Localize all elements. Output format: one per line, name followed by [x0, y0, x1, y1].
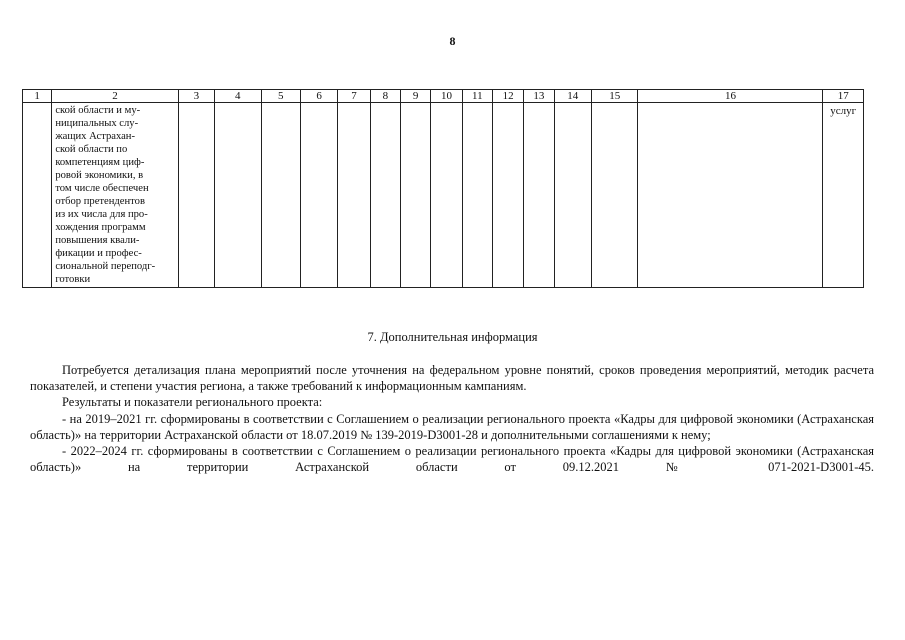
- table-cell: [178, 103, 214, 288]
- section-body: [30, 362, 874, 475]
- activity-description-cell: [52, 103, 178, 288]
- column-header: 16: [638, 90, 823, 103]
- page-number: 8: [449, 34, 456, 48]
- column-header: 2: [52, 90, 178, 103]
- cell-line: из их числа для про-: [55, 209, 148, 220]
- column-header: 15: [591, 90, 637, 103]
- column-header: 12: [492, 90, 523, 103]
- cell-line: хождения программ: [55, 222, 146, 233]
- table-cell: [23, 103, 52, 288]
- cell-line: повышения квали-: [55, 235, 140, 246]
- table-cell: [370, 103, 400, 288]
- cell-line: том числе обеспечен: [55, 183, 149, 194]
- cell-line: ниципальных слу-: [55, 118, 139, 129]
- paragraph: Потребуется детализация плана мероприятий после уточнения на федеральном уровне понятий, сроков проведения мероприятий, методик расчета показателей, и степени участия региона, а также требований к информационным кампаниям.: [30, 363, 874, 394]
- table-cell: [492, 103, 523, 288]
- column-header: 17: [823, 90, 864, 103]
- column-header: 10: [431, 90, 462, 103]
- column-header: 7: [338, 90, 370, 103]
- table-row: [23, 103, 864, 288]
- column-header: 13: [524, 90, 554, 103]
- cell-line: компетенциям циф-: [55, 157, 145, 168]
- column-header: 14: [554, 90, 591, 103]
- column-header: 11: [462, 90, 492, 103]
- column-header: 4: [215, 90, 261, 103]
- section-title: 7. Дополнительная информация: [367, 330, 538, 344]
- table-cell: [524, 103, 554, 288]
- column-header: 5: [261, 90, 300, 103]
- cell-line: ской области по: [55, 144, 128, 155]
- cell-line: фикации и профес-: [55, 248, 142, 259]
- cell-line: отбор претендентов: [55, 196, 145, 207]
- cell-line: ской области и му-: [55, 105, 141, 116]
- paragraph: - на 2019–2021 гг. сформированы в соответствии с Соглашением о реализации регионального проекта «Кадры для цифровой экономики (Астраханская область)» на территории Астраханской области от 18.07.2019 № 139-2019-D3001-28 и дополнительными соглашениями к нему;: [30, 411, 874, 442]
- table-cell: [338, 103, 370, 288]
- table-cell: [591, 103, 637, 288]
- cell-line: сиональной переподг-: [55, 261, 156, 272]
- paragraph: Результаты и показатели регионального проекта:: [62, 395, 323, 410]
- table-cell: [215, 103, 261, 288]
- table-cell: [554, 103, 591, 288]
- cell-line: готовки: [55, 274, 91, 285]
- column-header: 1: [23, 90, 52, 103]
- table-header-row: [23, 90, 864, 103]
- activities-table: [22, 89, 864, 288]
- table-cell: [400, 103, 430, 288]
- table-cell: [300, 103, 337, 288]
- table-cell: [462, 103, 492, 288]
- column-header: 6: [300, 90, 337, 103]
- cell-line: ровой экономики, в: [55, 170, 144, 181]
- table-cell: [638, 103, 823, 288]
- table-cell: [261, 103, 300, 288]
- table-cell: [431, 103, 462, 288]
- column-header: 9: [400, 90, 430, 103]
- column-header: 8: [370, 90, 400, 103]
- column-header: 3: [178, 90, 214, 103]
- cell-line: жащих Астрахан-: [55, 131, 136, 142]
- paragraph: - 2022–2024 гг. сформированы в соответствии с Соглашением о реализации регионального проекта «Кадры для цифровой экономики (Астраханская область)» на территории Астраханской области от 09.12.2021 № 071-2021-D3001-45.: [30, 444, 874, 475]
- service-cell: услуг: [823, 103, 864, 288]
